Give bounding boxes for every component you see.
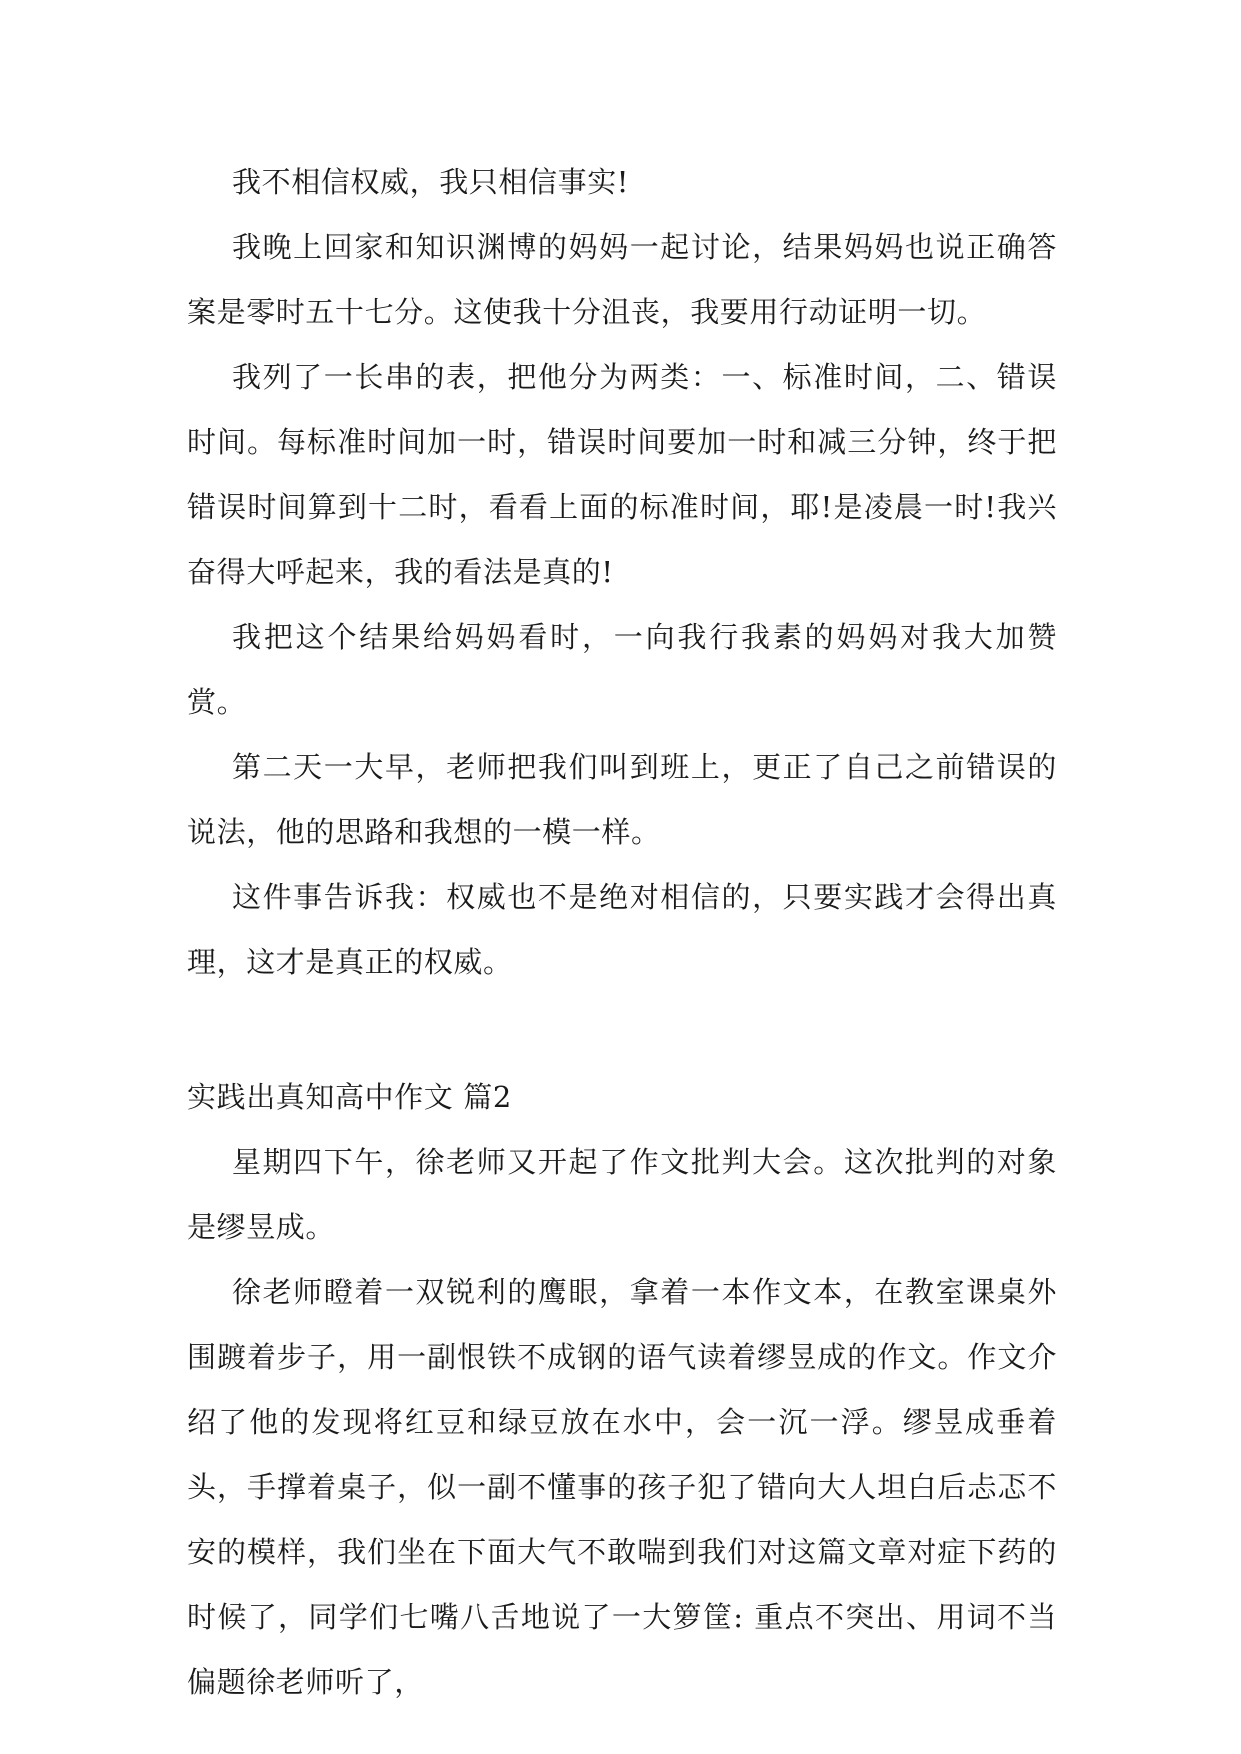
paragraph: 我晚上回家和知识渊博的妈妈一起讨论，结果妈妈也说正确答案是零时五十七分。这使我十分沮丧，我要用行动证明一切。 [187,230,1057,329]
paragraph: 这件事告诉我：权威也不是绝对相信的，只要实践才会得出真理，这才是真正的权威。 [187,880,1057,979]
paragraph: 我不相信权威，我只相信事实! [232,165,630,199]
paragraph: 我把这个结果给妈妈看时，一向我行我素的妈妈对我大加赞赏。 [187,620,1057,719]
paragraph: 徐老师瞪着一双锐利的鹰眼，拿着一本作文本，在教室课桌外围踱着步子，用一副恨铁不成钢的语气读着缪昱成的作文。作文介绍了他的发现将红豆和绿豆放在水中，会一沉一浮。缪昱成垂着头，手撑着桌子，似一副不懂事的孩子犯了错向大人坦白后忐忑不安的模样，我们坐在下面大气不敢喘到我们对这篇文章对症下药的时候了，同学们七嘴八舌地说了一大箩筐: 重点不突出、用词不当偏题徐老师听了， [187,1275,1057,1699]
paragraph: 第二天一大早，老师把我们叫到班上，更正了自己之前错误的说法，他的思路和我想的一模一样。 [187,750,1057,849]
section-heading: 实践出真知高中作文 篇2 [187,1080,512,1114]
document-page [187,150,1057,1715]
section-spacer [187,995,1057,1065]
paragraph: 星期四下午，徐老师又开起了作文批判大会。这次批判的对象是缪昱成。 [187,1145,1057,1244]
paragraph: 我列了一长串的表，把他分为两类：一、标准时间，二、错误时间。每标准时间加一时，错误时间要加一时和减三分钟，终于把错误时间算到十二时，看看上面的标准时间，耶!是凌晨一时!我兴奋得大呼起来，我的看法是真的! [187,360,1057,589]
